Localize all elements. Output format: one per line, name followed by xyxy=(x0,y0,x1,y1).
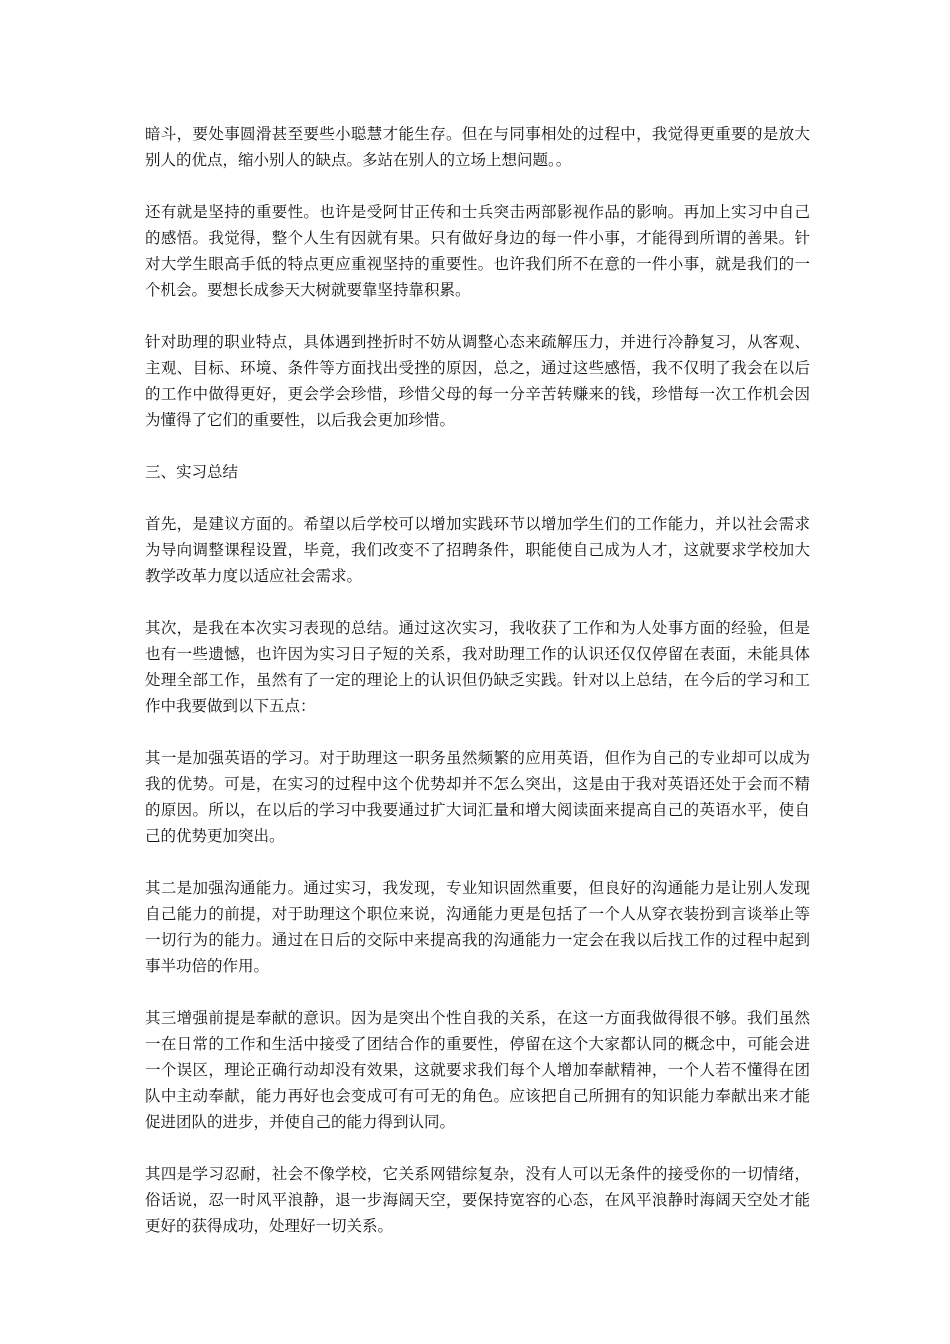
paragraph-5: 首先，是建议方面的。希望以后学校可以增加实践环节以增加学生们的工作能力，并以社会需求为导向调整课程设置，毕竟，我们改变不了招聘条件，职能使自己成为人才，这就要求学校加大教学改革力度以适应社会需求。 xyxy=(145,515,810,585)
paragraph-8: 其二是加强沟通能力。通过实习，我发现，专业知识固然重要，但良好的沟通能力是让别人发现自己能力的前提，对于助理这个职位来说，沟通能力更是包括了一个人从穿衣装扮到言谈举止等一切行为的能力。通过在日后的交际中来提高我的沟通能力一定会在我以后找工作的过程中起到事半功倍的作用。 xyxy=(145,879,810,975)
paragraph-7: 其一是加强英语的学习。对于助理这一职务虽然频繁的应用英语，但作为自己的专业却可以成为我的优势。可是，在实习的过程中这个优势却并不怎么突出，这是由于我对英语还处于会而不精的原因。所以，在以后的学习中我要通过扩大词汇量和增大阅读面来提高自己的英语水平，使自己的优势更加突出。 xyxy=(145,749,810,845)
paragraph-1: 暗斗，要处事圆滑甚至要些小聪慧才能生存。但在与同事相处的过程中，我觉得更重要的是放大别人的优点，缩小别人的缺点。多站在别人的立场上想问题。。 xyxy=(145,125,810,169)
paragraph-10: 其四是学习忍耐，社会不像学校，它关系网错综复杂，没有人可以无条件的接受你的一切情绪，俗话说，忍一时风平浪静，退一步海阔天空，要保持宽容的心态，在风平浪静时海阔天空处才能更好的获得成功，处理好一切关系。 xyxy=(145,1165,810,1235)
document-body xyxy=(145,121,810,1265)
paragraph-6: 其次，是我在本次实习表现的总结。通过这次实习，我收获了工作和为人处事方面的经验，但是也有一些遗憾，也许因为实习日子短的关系，我对助理工作的认识还仅仅停留在表面，未能具体处理全部工作，虽然有了一定的理论上的认识但仍缺乏实践。针对以上总结，在今后的学习和工作中我要做到以下五点： xyxy=(145,619,810,715)
paragraph-2: 还有就是坚持的重要性。也许是受阿甘正传和士兵突击两部影视作品的影响。再加上实习中自己的感悟。我觉得，整个人生有因就有果。只有做好身边的每一件小事，才能得到所谓的善果。针对大学生眼高手低的特点更应重视坚持的重要性。也许我们所不在意的一件小事，就是我们的一个机会。要想长成参天大树就要靠坚持靠积累。 xyxy=(145,203,810,299)
section-heading: 三、实习总结 xyxy=(145,463,239,481)
paragraph-9: 其三增强前提是奉献的意识。因为是突出个性自我的关系，在这一方面我做得很不够。我们虽然一在日常的工作和生活中接受了团结合作的重要性，停留在这个大家都认同的概念中，可能会进一个误区，理论正确行动却没有效果，这就要求我们每个人增加奉献精神，一个人若不懂得在团队中主动奉献，能力再好也会变成可有可无的角色。应该把自己所拥有的知识能力奉献出来才能促进团队的进步，并使自己的能力得到认同。 xyxy=(145,1009,810,1131)
paragraph-3: 针对助理的职业特点，具体遇到挫折时不妨从调整心态来疏解压力，并进行冷静复习，从客观、主观、目标、环境、条件等方面找出受挫的原因，总之，通过这些感悟，我不仅明了我会在以后的工作中做得更好，更会学会珍惜，珍惜父母的每一分辛苦转赚来的钱，珍惜每一次工作机会因为懂得了它们的重要性，以后我会更加珍惜。 xyxy=(145,333,810,429)
